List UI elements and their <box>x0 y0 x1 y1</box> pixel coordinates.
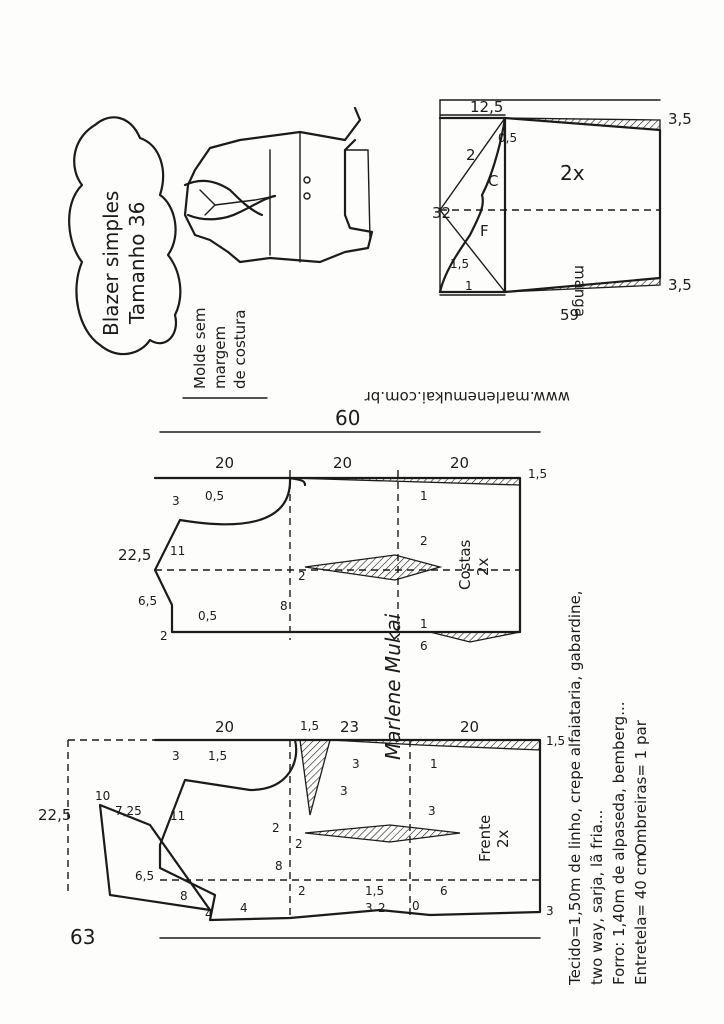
front-label-725: 7,25 <box>115 804 142 818</box>
sleeve-qty: 2x <box>560 161 585 185</box>
front-label-63: 63 <box>70 925 96 949</box>
front-label-15: 1,5 <box>300 719 320 733</box>
front-qty: 2x <box>494 829 512 848</box>
sleeve-label-32: 32 <box>432 204 452 222</box>
blazer-sketch <box>185 108 372 262</box>
note-line2: margem <box>211 325 229 389</box>
back-label-60: 60 <box>335 406 361 430</box>
back-label-1b: 1 <box>420 617 428 631</box>
back-label-225: 22,5 <box>118 546 152 564</box>
front-label-15b: 1,5 <box>546 734 566 748</box>
back-label-65: 6,5 <box>138 594 158 608</box>
back-label-1: 1 <box>420 489 428 503</box>
back-piece <box>118 406 547 653</box>
front-label-3c: 3 <box>428 804 436 818</box>
front-label-20b: 20 <box>460 718 480 736</box>
front-dart <box>305 825 460 842</box>
front-label-15c: 1,5 <box>208 749 228 763</box>
back-label-20b: 20 <box>333 454 353 472</box>
title-line1: Blazer simples <box>99 190 123 336</box>
front-label-23: 23 <box>340 718 360 736</box>
materials-line3: Forro: 1,40m de alpaseda, bemberg... <box>610 701 628 985</box>
front-label-3d: 3 <box>340 784 348 798</box>
front-label-6: 6 <box>440 884 448 898</box>
pattern-note <box>183 308 267 398</box>
back-label-05b: 0,5 <box>198 609 218 623</box>
signature: Marlene Mukai <box>381 613 405 760</box>
sleeve-label-2: 2 <box>466 146 476 164</box>
back-dart <box>305 555 440 580</box>
front-label-2b: 2 <box>295 837 303 851</box>
front-name: Frente <box>476 814 494 862</box>
back-label-2b: 2 <box>298 569 306 583</box>
note-line3: de costura <box>231 309 249 389</box>
note-line1: Molde sem <box>191 307 209 389</box>
sleeve-label-c: C <box>488 172 499 190</box>
sleeve-label-f: F <box>480 222 489 240</box>
front-label-4b: 4 <box>240 901 248 915</box>
back-label-8: 8 <box>280 599 288 613</box>
back-label-20c: 20 <box>450 454 470 472</box>
back-label-15: 1,5 <box>528 467 548 481</box>
back-label-2: 2 <box>160 629 168 643</box>
front-piece <box>38 718 565 949</box>
front-label-0: 0 <box>412 899 420 913</box>
front-label-2: 2 <box>272 821 280 835</box>
front-label-8: 8 <box>275 859 283 873</box>
back-label-6: 6 <box>420 639 428 653</box>
back-name: Costas <box>456 539 474 590</box>
front-label-11: 11 <box>170 809 186 823</box>
back-label-05: 0,5 <box>205 489 225 503</box>
back-qty: 2x <box>474 557 492 576</box>
front-label-8b: 8 <box>180 889 188 903</box>
front-label-20a: 20 <box>215 718 235 736</box>
front-label-3: 3 <box>172 749 180 763</box>
back-label-3: 3 <box>172 494 180 508</box>
front-label-15d: 1,5 <box>365 884 385 898</box>
sleeve-label-4: 3,5 <box>668 276 692 294</box>
sleeve-label-05: 0,5 <box>498 131 518 145</box>
front-label-3f: 3 <box>546 904 554 918</box>
title-cloud <box>69 117 180 354</box>
front-lapel <box>100 805 210 910</box>
sleeve-label-3: 3,5 <box>668 110 692 128</box>
sleeve-label-1: 1 <box>465 279 473 293</box>
front-label-65: 6,5 <box>135 869 155 883</box>
front-label-4: 4 <box>205 907 213 921</box>
front-label-1: 1 <box>430 757 438 771</box>
front-label-2d: 2 <box>378 901 386 915</box>
sleeve-piece <box>432 98 692 324</box>
materials-notes <box>566 590 650 986</box>
sleeve-label-15: 1,5 <box>450 257 470 271</box>
sleeve-label-59: 59 <box>560 306 580 324</box>
front-label-3e: 3 <box>365 901 373 915</box>
materials-line1: Tecido=1,50m de linho, crepe alfaiataria, gabardine, <box>566 590 584 985</box>
back-label-11: 11 <box>170 544 186 558</box>
front-label-3b: 3 <box>352 757 360 771</box>
materials-line4: Entretela= 40 cm <box>632 852 650 985</box>
website-text: www.marlenemukai.com.br <box>364 388 570 406</box>
front-label-2c: 2 <box>298 884 306 898</box>
back-label-2c: 2 <box>420 534 428 548</box>
front-label-10: 10 <box>95 789 111 803</box>
sleeve-name: manga <box>571 265 589 318</box>
back-label-20a: 20 <box>215 454 235 472</box>
title-line2: Tamanho 36 <box>125 201 149 324</box>
materials-line2: two way, sarja, lã fria... <box>588 809 606 985</box>
front-label-225: 22,5 <box>38 806 72 824</box>
materials-line5: Ombreiras= 1 par <box>632 720 650 855</box>
sleeve-label-top: 12,5 <box>470 98 504 116</box>
